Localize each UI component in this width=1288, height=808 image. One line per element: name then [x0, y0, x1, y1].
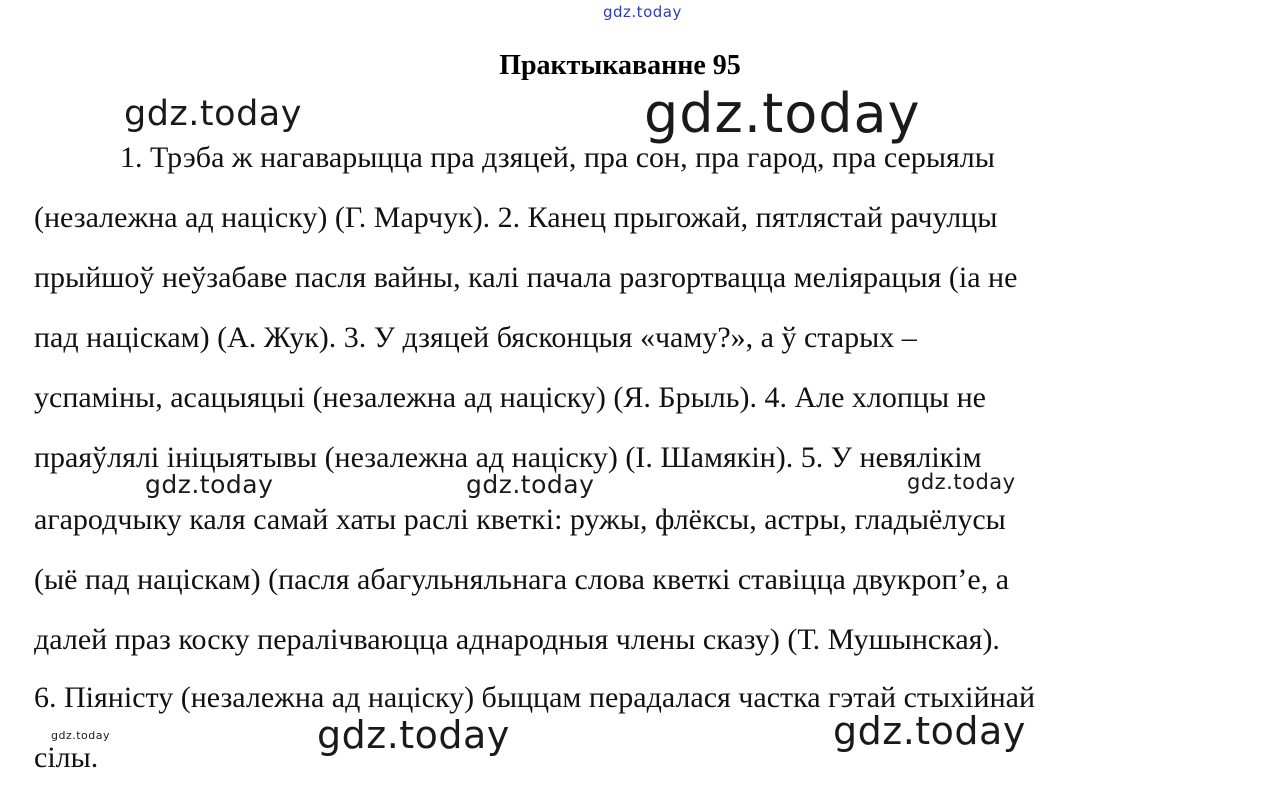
text-line-2: (незалежна ад націску) (Г. Марчук). 2. Канец прыгожай, пятлястай рачулцы — [34, 201, 998, 234]
watermark: gdz.today — [145, 470, 274, 499]
text-line-4: пад націскам) (А. Жук). 3. У дзяцей бясконцыя «чаму?», а ў старых – — [34, 321, 917, 354]
watermark: gdz.today — [124, 94, 302, 134]
watermark-large: gdz.today — [644, 82, 921, 145]
watermark-top: gdz.today — [603, 3, 682, 21]
watermark: gdz.today — [466, 470, 595, 499]
watermark: gdz.today — [317, 713, 510, 757]
text-line-7: агародчыку каля самай хаты раслі кветкі: ружы, флёксы, астры, гладыёлусы — [34, 503, 1006, 536]
text-line-6: праяўлялі ініцыятывы (незалежна ад націску) (І. Шамякін). 5. У невялікім — [34, 441, 982, 474]
exercise-title: Практыкаванне 95 — [499, 50, 741, 81]
text-line-1: 1. Трэба ж нагаварыцца пра дзяцей, пра сон, пра гарод, пра серыялы — [120, 141, 995, 174]
text-line-8: (ыё пад націскам) (пасля абагульняльнага слова кветкі ставіцца двукроп’е, а — [34, 563, 1010, 596]
text-line-9: далей праз коску пералічваюцца аднародныя члены сказу) (Т. Мушынская). — [34, 623, 1000, 656]
watermark-small: gdz.today — [51, 729, 111, 742]
text-line-5: успаміны, асацыяцыі (незалежна ад націску) (Я. Брыль). 4. Але хлопцы не — [34, 381, 987, 414]
watermark: gdz.today — [907, 470, 1016, 494]
text-line-11: сілы. — [34, 741, 99, 774]
text-line-3: прыйшоў неўзабаве пасля вайны, калі пачала разгортвацца меліярацыя (іа не — [34, 261, 1018, 294]
text-line-10: 6. Піяністу (незалежна ад націску) быццам перадалася частка гэтай стыхійнай — [34, 681, 1036, 714]
watermark: gdz.today — [833, 709, 1026, 753]
